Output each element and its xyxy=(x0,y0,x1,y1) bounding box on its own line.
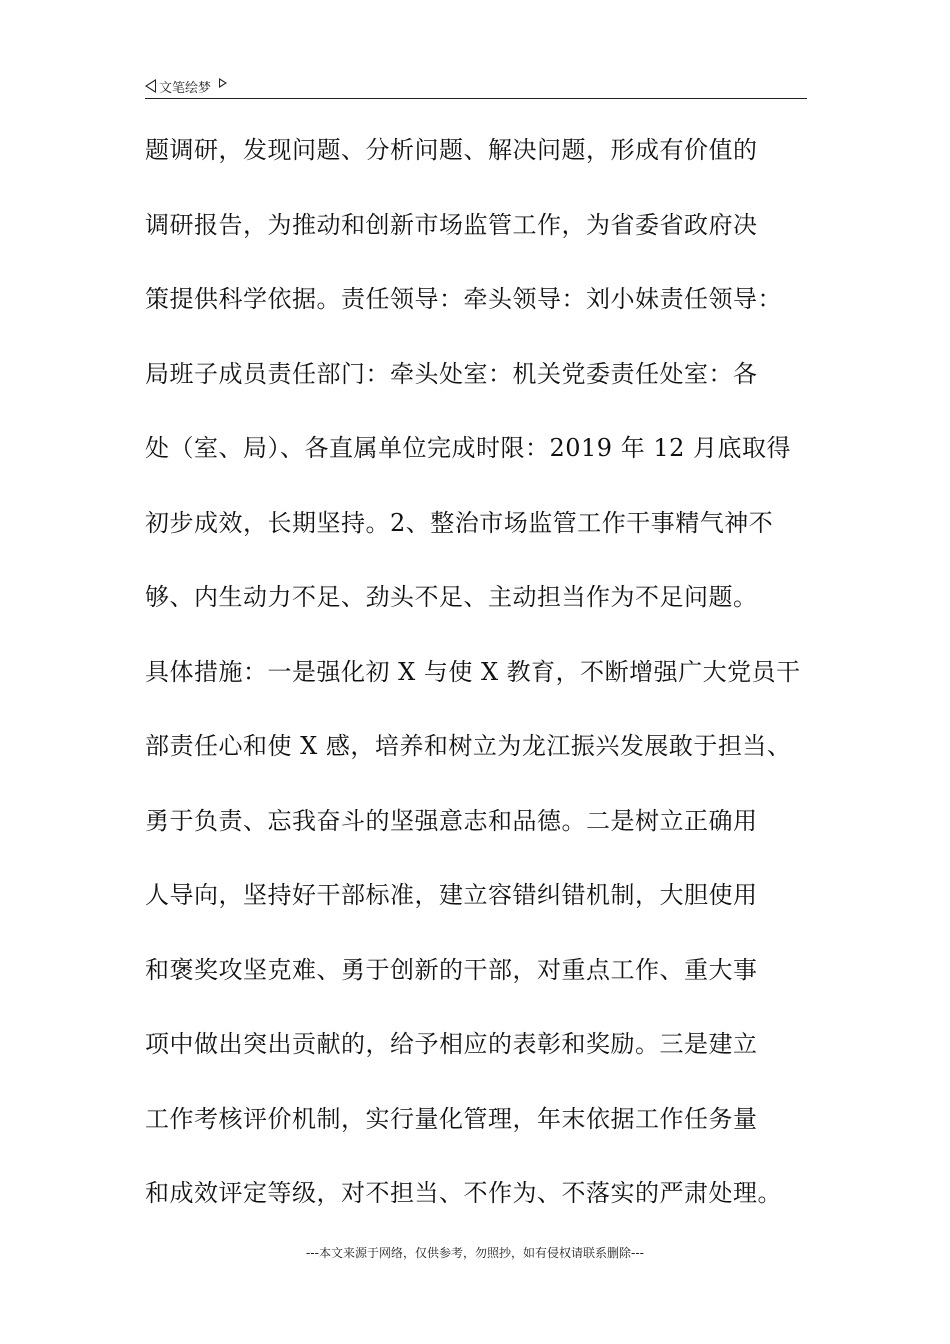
body-text xyxy=(145,126,807,1244)
text-line: 部责任心和使 X 感，培养和树立为龙江振兴发展敢于担当、 xyxy=(145,732,792,760)
triangle-right-icon xyxy=(219,78,227,88)
text-line: 勇于负责、忘我奋斗的坚强意志和品德。二是树立正确用 xyxy=(145,806,758,835)
text-line: 题调研，发现问题、分析问题、解决问题，形成有价值的 xyxy=(145,136,758,164)
text-line: 策提供科学依据。责任领导：牵头领导：刘小妹责任领导： xyxy=(145,285,782,313)
text-line: 具体措施：一是强化初 X 与使 X 教育，不断增强广大党员干 xyxy=(145,657,801,686)
text-line: 初步成效，长期坚持。2、整治市场监管工作干事精气神不 xyxy=(145,508,774,537)
text-line: 调研报告，为推动和创新市场监管工作，为省委省政府决 xyxy=(145,210,758,239)
text-line: 和褒奖攻坚克难、勇于创新的干部，对重点工作、重大事 xyxy=(145,955,758,984)
text-line: 局班子成员责任部门：牵头处室：机关党委责任处室：各 xyxy=(145,359,758,388)
page-header xyxy=(145,74,807,99)
text-line: 够、内生动力不足、劲头不足、主动担当作为不足问题。 xyxy=(145,583,758,611)
header-brand: 文笔绘梦 xyxy=(159,80,212,96)
text-line: 人导向，坚持好干部标准，建立容错纠错机制，大胆使用 xyxy=(145,881,758,909)
page-footer-disclaimer: ---本文来源于网络，仅供参考，勿照抄，如有侵权请联系删除--- xyxy=(306,1246,644,1260)
text-line: 项中做出突出贡献的，给予相应的表彰和奖励。三是建立 xyxy=(145,1030,758,1058)
text-line: 和成效评定等级，对不担当、不作为、不落实的严肃处理。 xyxy=(145,1179,782,1207)
triangle-left-icon xyxy=(145,79,156,93)
text-line: 工作考核评价机制，实行量化管理，年末依据工作任务量 xyxy=(145,1104,758,1133)
text-line: 处（室、局）、各直属单位完成时限：2019 年 12 月底取得 xyxy=(145,434,792,462)
